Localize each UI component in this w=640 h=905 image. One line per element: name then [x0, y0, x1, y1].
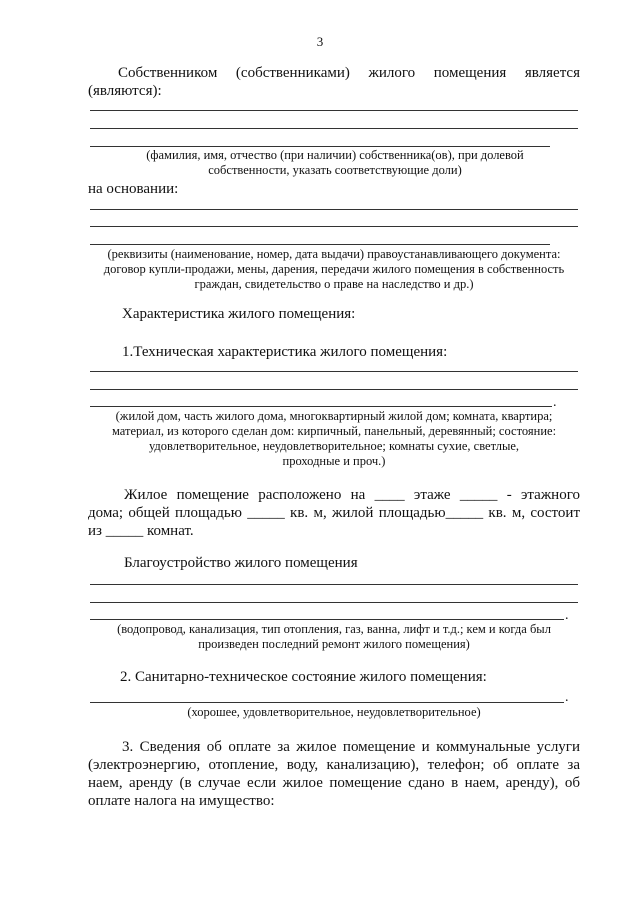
page-number: 3 — [316, 34, 324, 49]
amenities-fill-line — [90, 602, 578, 603]
owner-fill-line — [90, 146, 550, 147]
sanitary-heading: 2. Санитарно-техническое состояние жилого помещения: — [120, 669, 487, 685]
basis-fill-line — [90, 209, 578, 210]
technical-caption-line: (жилой дом, часть жилого дома, многоквартирный жилой дом; комната, квартира; — [115, 409, 553, 423]
payments-line: оплате налога на имущество: — [88, 793, 275, 809]
location-line: дома; общей площадью _____ кв. м, жилой площадью_____ кв. м, состоит — [88, 505, 580, 521]
location-line: Жилое помещение расположено на ____ этаже _____ - этажного — [124, 487, 580, 503]
owners-caption-line: собственности, указать соответствующие доли) — [208, 163, 462, 177]
line-end-period: . — [565, 608, 569, 623]
technical-heading: 1.Техническая характеристика жилого помещения: — [122, 344, 448, 360]
basis-caption-line: граждан, свидетельство о праве на наследство и др.) — [194, 277, 474, 291]
payments-line: (электроэнергию, отопление, воду, канализацию), телефон; об оплате за — [88, 757, 580, 773]
owner-fill-line — [90, 128, 578, 129]
technical-caption-line: проходные и проч.) — [282, 454, 386, 468]
basis-caption-line: договор купли-продажи, мены, дарения, передачи жилого помещения в собственность — [103, 262, 565, 276]
line-end-period: . — [553, 395, 557, 410]
owner-fill-line — [90, 110, 578, 111]
owners-intro-line-2: (являются): — [88, 83, 162, 99]
technical-fill-line — [90, 406, 552, 407]
location-line: из _____ комнат. — [88, 523, 194, 539]
technical-caption-line: удовлетворительное, неудовлетворительное; комнаты сухие, светлые, — [148, 439, 520, 453]
technical-fill-line — [90, 389, 578, 390]
amenities-fill-line — [90, 619, 564, 620]
characteristics-heading: Характеристика жилого помещения: — [122, 306, 356, 322]
technical-caption-line: материал, из которого сделан дом: кирпичный, панельный, деревянный; состояние: — [111, 424, 557, 438]
amenities-caption-line: (водопровод, канализация, тип отопления, газ, ванна, лифт и т.д.; кем и когда был — [117, 622, 551, 636]
payments-line: наем, аренду (в случае если жилое помещение сдано в наем, аренду), об — [88, 775, 580, 791]
line-end-period: . — [565, 690, 569, 705]
sanitary-caption: (хорошее, удовлетворительное, неудовлетворительное) — [187, 705, 481, 719]
payments-line: 3. Сведения об оплате за жилое помещение и коммунальные услуги — [122, 739, 580, 755]
amenities-caption-line: произведен последний ремонт жилого помещения) — [198, 637, 470, 651]
amenities-heading: Благоустройство жилого помещения — [124, 555, 358, 571]
basis-fill-line — [90, 244, 550, 245]
basis-caption-line: (реквизиты (наименование, номер, дата выдачи) правоустанавливающего документа: — [107, 247, 561, 261]
sanitary-fill-line — [90, 702, 564, 703]
basis-fill-line — [90, 226, 578, 227]
owners-intro-line: Собственником (собственниками) жилого помещения является — [118, 65, 580, 81]
amenities-fill-line — [90, 584, 578, 585]
basis-label: на основании: — [88, 181, 179, 197]
technical-fill-line — [90, 371, 578, 372]
owners-caption-line: (фамилия, имя, отчество (при наличии) собственника(ов), при долевой — [146, 148, 524, 162]
